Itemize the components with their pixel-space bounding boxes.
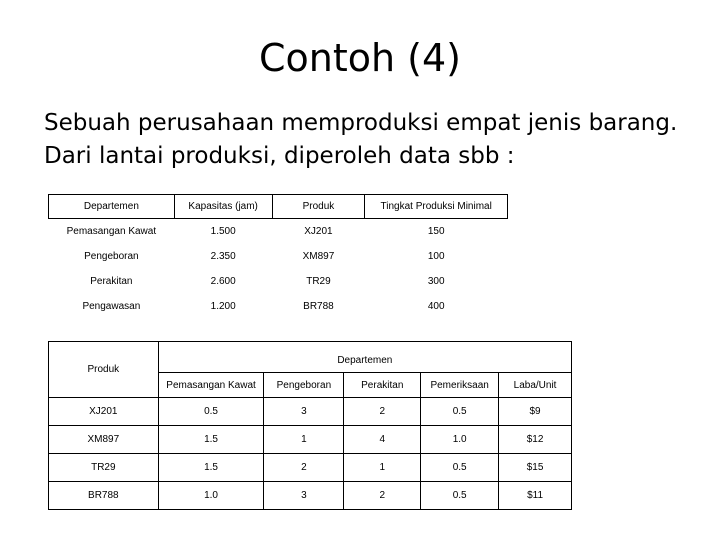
header-pengeboran: Pengeboran <box>264 373 344 398</box>
body-line-1: Sebuah perusahaan memproduksi empat jenis barang. <box>44 110 678 136</box>
cell-produk: BR788 <box>49 482 159 510</box>
cell-tingkat: 100 <box>427 251 445 262</box>
table-row <box>49 426 572 454</box>
table-row <box>49 269 508 294</box>
cell-pengeboran: 1 <box>264 426 344 454</box>
cell-kapasitas: 2.600 <box>210 276 236 287</box>
cell-tingkat: 300 <box>427 276 445 287</box>
table-row <box>49 398 572 426</box>
header-produk: Produk <box>272 195 365 219</box>
cell-produk: BR788 <box>303 301 334 312</box>
header-perakitan: Perakitan <box>344 373 421 398</box>
slide-title: Contoh (4) <box>258 36 461 80</box>
cell-laba-unit: $11 <box>499 482 572 510</box>
cell-pemeriksaan: 0.5 <box>421 454 499 482</box>
header-tingkat-produksi: Tingkat Produksi Minimal <box>365 195 508 219</box>
production-time-table <box>48 341 572 510</box>
header-departemen: Departemen <box>49 195 175 219</box>
cell-pemeriksaan: 0.5 <box>421 398 499 426</box>
cell-produk: XM897 <box>302 251 335 262</box>
cell-departemen: Perakitan <box>90 276 133 287</box>
cell-departemen: Pemasangan Kawat <box>66 226 157 237</box>
cell-pemeriksaan: 0.5 <box>421 482 499 510</box>
cell-produk: XM897 <box>49 426 159 454</box>
table-row <box>49 219 508 245</box>
cell-perakitan: 2 <box>344 482 421 510</box>
body-line-2: Dari lantai produksi, diperoleh data sbb : <box>44 143 515 169</box>
header-pemasangan-kawat: Pemasangan Kawat <box>158 373 264 398</box>
cell-laba-unit: $12 <box>499 426 572 454</box>
table-row <box>49 294 508 319</box>
table-row <box>49 454 572 482</box>
header-produk: Produk <box>49 342 159 398</box>
cell-kapasitas: 1.200 <box>210 301 236 312</box>
cell-kapasitas: 2.350 <box>210 251 236 262</box>
group-header-row <box>49 342 572 373</box>
cell-pemasangan-kawat: 0.5 <box>158 398 264 426</box>
cell-pemeriksaan: 1.0 <box>421 426 499 454</box>
header-departemen-group: Departemen <box>158 342 571 373</box>
slide-body-text <box>44 107 677 173</box>
capacity-table-header-row <box>49 195 508 219</box>
cell-laba-unit: $15 <box>499 454 572 482</box>
header-pemeriksaan: Pemeriksaan <box>421 373 499 398</box>
cell-laba-unit: $9 <box>499 398 572 426</box>
cell-perakitan: 1 <box>344 454 421 482</box>
cell-kapasitas: 1.500 <box>210 226 236 237</box>
cell-pengeboran: 2 <box>264 454 344 482</box>
cell-pemasangan-kawat: 1.5 <box>158 454 264 482</box>
cell-departemen: Pengawasan <box>82 301 141 312</box>
capacity-table <box>48 194 508 319</box>
cell-produk: TR29 <box>49 454 159 482</box>
cell-produk: XJ201 <box>49 398 159 426</box>
cell-produk: TR29 <box>306 276 331 287</box>
cell-pengeboran: 3 <box>264 482 344 510</box>
cell-pengeboran: 3 <box>264 398 344 426</box>
cell-pemasangan-kawat: 1.0 <box>158 482 264 510</box>
cell-pemasangan-kawat: 1.5 <box>158 426 264 454</box>
cell-perakitan: 4 <box>344 426 421 454</box>
header-kapasitas: Kapasitas (jam) <box>174 195 272 219</box>
cell-produk: XJ201 <box>304 226 333 237</box>
header-laba-unit: Laba/Unit <box>499 373 572 398</box>
cell-tingkat: 400 <box>427 301 445 312</box>
cell-tingkat: 150 <box>427 226 445 237</box>
cell-departemen: Pengeboran <box>84 251 139 262</box>
table-row <box>49 482 572 510</box>
cell-perakitan: 2 <box>344 398 421 426</box>
table-row <box>49 244 508 269</box>
